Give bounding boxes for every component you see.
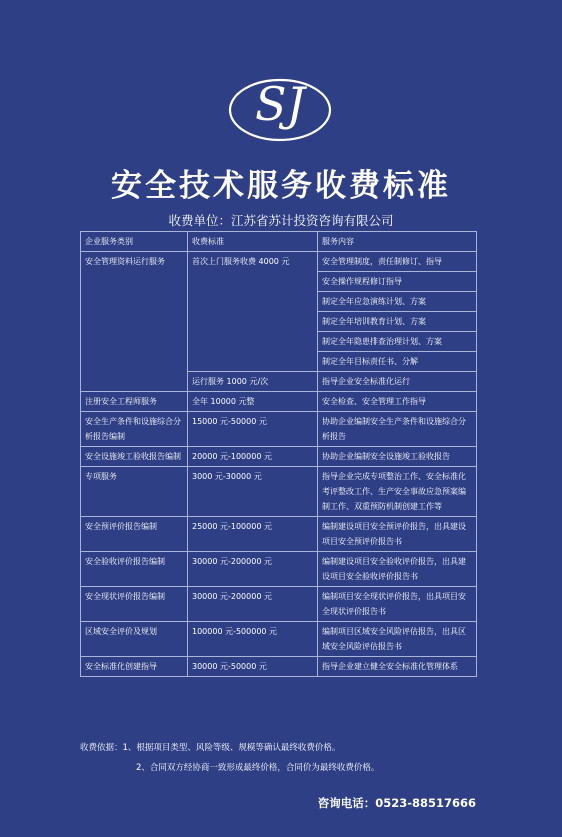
fee-cell: 20000 元-100000 元 [188,447,318,467]
fee-cell: 30000 元-50000 元 [188,657,318,677]
category-cell: 安全预评价报告编制 [81,517,188,552]
content-cell: 指导企业安全标准化运行 [318,372,477,392]
content-cell: 编制项目安全现状评价报告，出具项目安全现状评价报告书 [318,587,477,622]
fee-cell: 运行服务 1000 元/次 [188,372,318,392]
logo-letters: SJ [255,77,305,131]
category-cell: 安全验收评价报告编制 [81,552,188,587]
fee-cell: 30000 元-200000 元 [188,587,318,622]
category-cell: 安全管理资料运行服务 [81,252,188,392]
table-header-row [81,232,477,252]
fee-cell: 全年 10000 元整 [188,392,318,412]
table-row [81,392,477,412]
fee-notes [80,738,476,778]
content-cell: 编制项目区域安全风险评估报告，出具区域安全风险评估报告书 [318,622,477,657]
content-cell: 编制建设项目安全预评价报告，出具建设项目安全预评价报告书 [318,517,477,552]
page-title: 安全技术服务收费标准 [111,168,451,204]
fee-cell: 100000 元-500000 元 [188,622,318,657]
issuer-line: 收费单位：江苏省苏计投资咨询有限公司 [168,213,394,228]
fee-cell: 30000 元-200000 元 [188,552,318,587]
category-cell: 安全设施竣工验收报告编制 [81,447,188,467]
fee-cell: 15000 元-50000 元 [188,412,318,447]
content-cell: 安全操作规程修订指导 [318,272,477,292]
header-content: 服务内容 [318,232,477,252]
table-row [81,412,477,447]
category-cell: 安全生产条件和设施综合分析报告编制 [81,412,188,447]
table-row [81,467,477,517]
content-cell: 安全管理制度，责任制修订、指导 [318,252,477,272]
content-cell: 指导企业完成专项整治工作、安全标准化考评整改工作、生产安全事故应急预案编制工作、双重预防机制创建工作等 [318,467,477,517]
header-fee: 收费标准 [188,232,318,252]
content-cell: 协助企业编制安全设施竣工验收报告 [318,447,477,467]
company-logo [225,68,335,148]
note-line-2: 2、合同双方经协商一致形成最终价格，合同价为最终收费价格。 [136,763,380,773]
fee-cell: 25000 元-100000 元 [188,517,318,552]
table-row [81,587,477,622]
content-cell: 制定全年应急演练计划、方案 [318,292,477,312]
category-cell: 专项服务 [81,467,188,517]
fee-table [80,231,477,677]
category-cell: 注册安全工程师服务 [81,392,188,412]
content-cell: 安全检查、安全管理工作指导 [318,392,477,412]
fee-cell: 首次上门服务收费 4000 元 [188,252,318,372]
content-cell: 制定全年隐患排查治理计划、方案 [318,332,477,352]
table-row [81,517,477,552]
table-row [81,252,477,272]
table-row [81,552,477,587]
table-row [81,447,477,467]
category-cell: 区域安全评价及规划 [81,622,188,657]
content-cell: 指导企业建立健全安全标准化管理体系 [318,657,477,677]
table-row [81,657,477,677]
content-cell: 制定全年目标责任书、分解 [318,352,477,372]
content-cell: 协助企业编制安全生产条件和设施综合分析报告 [318,412,477,447]
note-line-1: 收费依据：1、根据项目类型、风险等级、规模等确认最终收费价格。 [80,743,341,753]
header-category: 企业服务类别 [81,232,188,252]
category-cell: 安全标准化创建指导 [81,657,188,677]
table-row [81,622,477,657]
category-cell: 安全现状评价报告编制 [81,587,188,622]
content-cell: 制定全年培训教育计划、方案 [318,312,477,332]
content-cell: 编制建设项目安全验收评价报告，出具建设项目安全验收评价报告书 [318,552,477,587]
fee-cell: 3000 元-30000 元 [188,467,318,517]
contact-phone: 咨询电话：0523-88517666 [317,796,476,810]
